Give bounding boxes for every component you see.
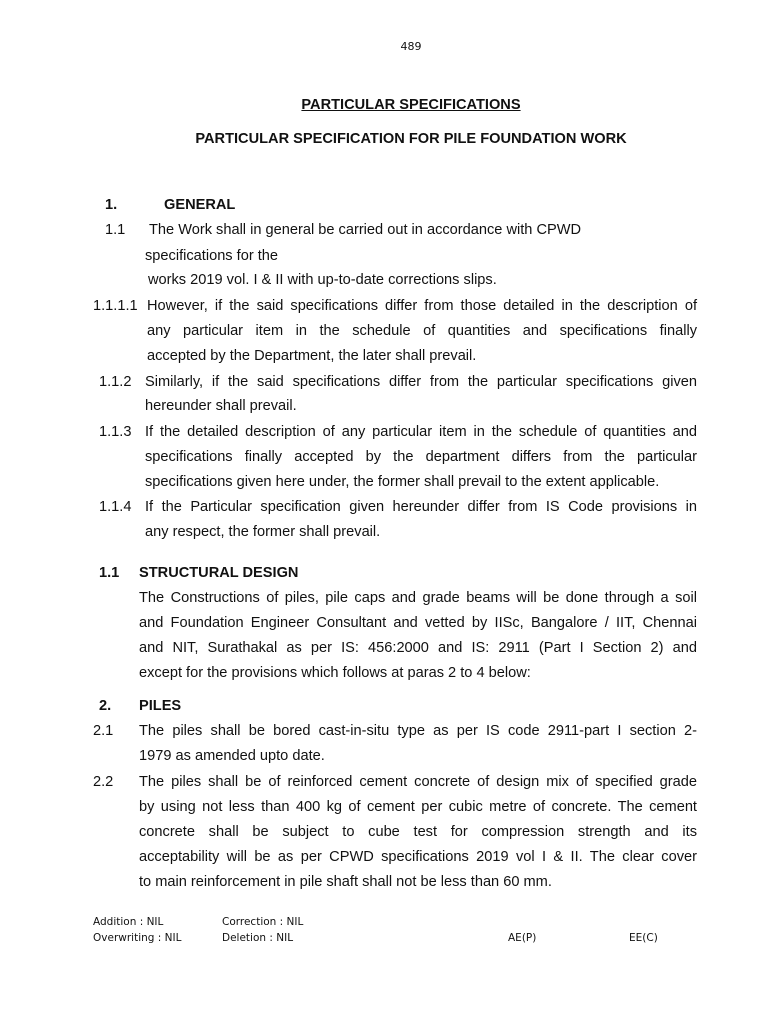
clause-number: 1.1.2 bbox=[99, 374, 132, 390]
page-title: PARTICULAR SPECIFICATIONS bbox=[301, 97, 521, 113]
clause-number: 1.1.3 bbox=[99, 424, 132, 440]
footer-overwriting: Overwriting : NIL bbox=[93, 932, 182, 944]
clause-text-line: The piles shall be of reinforced cement concrete of design mix of specified grade bbox=[139, 774, 697, 790]
paragraph-line: and NIT, Surathakal as per IS: 456:2000 and IS: 2911 (Part I Section 2) and bbox=[139, 640, 697, 656]
section-heading: PILES bbox=[139, 698, 182, 714]
section-number: 1.1 bbox=[99, 565, 120, 581]
section-number: 2. bbox=[99, 698, 112, 714]
clause-number: 2.2 bbox=[93, 774, 114, 790]
clause-text-line: accepted by the Department, the later shall prevail. bbox=[147, 348, 477, 364]
clause-text-line: If the detailed description of any particular item in the schedule of quantities and bbox=[145, 424, 697, 440]
clause-text-line: The piles shall be bored cast-in-situ type as per IS code 2911-part I section 2- bbox=[139, 723, 697, 739]
clause-text-line: by using not less than 400 kg of cement per cubic metre of concrete. The cement bbox=[139, 799, 697, 815]
clause-number: 1.1 bbox=[105, 222, 126, 238]
footer-deletion: Deletion : NIL bbox=[222, 932, 294, 944]
clause-number: 2.1 bbox=[93, 723, 114, 739]
section-number: 1. bbox=[105, 197, 118, 213]
clause-number: 1.1.4 bbox=[99, 499, 132, 515]
clause-text-line: concrete shall be subject to cube test for compression strength and its bbox=[139, 824, 697, 840]
clause-text-line: Similarly, if the said specifications differ from the particular specifications given bbox=[145, 374, 697, 390]
clause-text-line: hereunder shall prevail. bbox=[145, 398, 297, 414]
footer-addition: Addition : NIL bbox=[93, 916, 164, 928]
section-heading: STRUCTURAL DESIGN bbox=[139, 565, 299, 581]
paragraph-line: except for the provisions which follows at paras 2 to 4 below: bbox=[139, 665, 531, 681]
clause-text-line: specifications given here under, the former shall prevail to the extent applicable. bbox=[145, 474, 660, 490]
paragraph-line: and Foundation Engineer Consultant and vetted by IISc, Bangalore / IIT, Chennai bbox=[139, 615, 697, 631]
clause-text-line: any respect, the former shall prevail. bbox=[145, 524, 381, 540]
clause-text-line: to main reinforcement in pile shaft shall not be less than 60 mm. bbox=[139, 874, 552, 890]
clause-number: 1.1.1.1 bbox=[93, 298, 138, 314]
footer-ee-signature: EE(C) bbox=[629, 932, 658, 944]
footer-correction: Correction : NIL bbox=[222, 916, 304, 928]
clause-text-line: acceptability will be as per CPWD specifications 2019 vol I & II. The clear cover bbox=[139, 849, 697, 865]
clause-text-line: specifications for the bbox=[145, 248, 279, 264]
paragraph-line: The Constructions of piles, pile caps and grade beams will be done through a soil bbox=[139, 590, 697, 606]
page-number: 489 bbox=[400, 40, 422, 53]
clause-text-line: 1979 as amended upto date. bbox=[139, 748, 325, 764]
section-heading: GENERAL bbox=[164, 197, 236, 213]
clause-text-line: The Work shall in general be carried out in accordance with CPWD bbox=[149, 222, 582, 238]
clause-text-line: If the Particular specification given hereunder differ from IS Code provisions in bbox=[145, 499, 697, 515]
footer-ae-signature: AE(P) bbox=[508, 932, 537, 944]
clause-text-line: works 2019 vol. I & II with up-to-date corrections slips. bbox=[148, 272, 497, 288]
clause-text-line: specifications finally accepted by the department differs from the particular bbox=[145, 449, 697, 465]
page-subtitle: PARTICULAR SPECIFICATION FOR PILE FOUNDATION WORK bbox=[195, 131, 627, 147]
clause-text-line: any particular item in the schedule of quantities and specifications finally bbox=[147, 323, 697, 339]
clause-text-line: However, if the said specifications differ from those detailed in the description of bbox=[147, 298, 697, 314]
